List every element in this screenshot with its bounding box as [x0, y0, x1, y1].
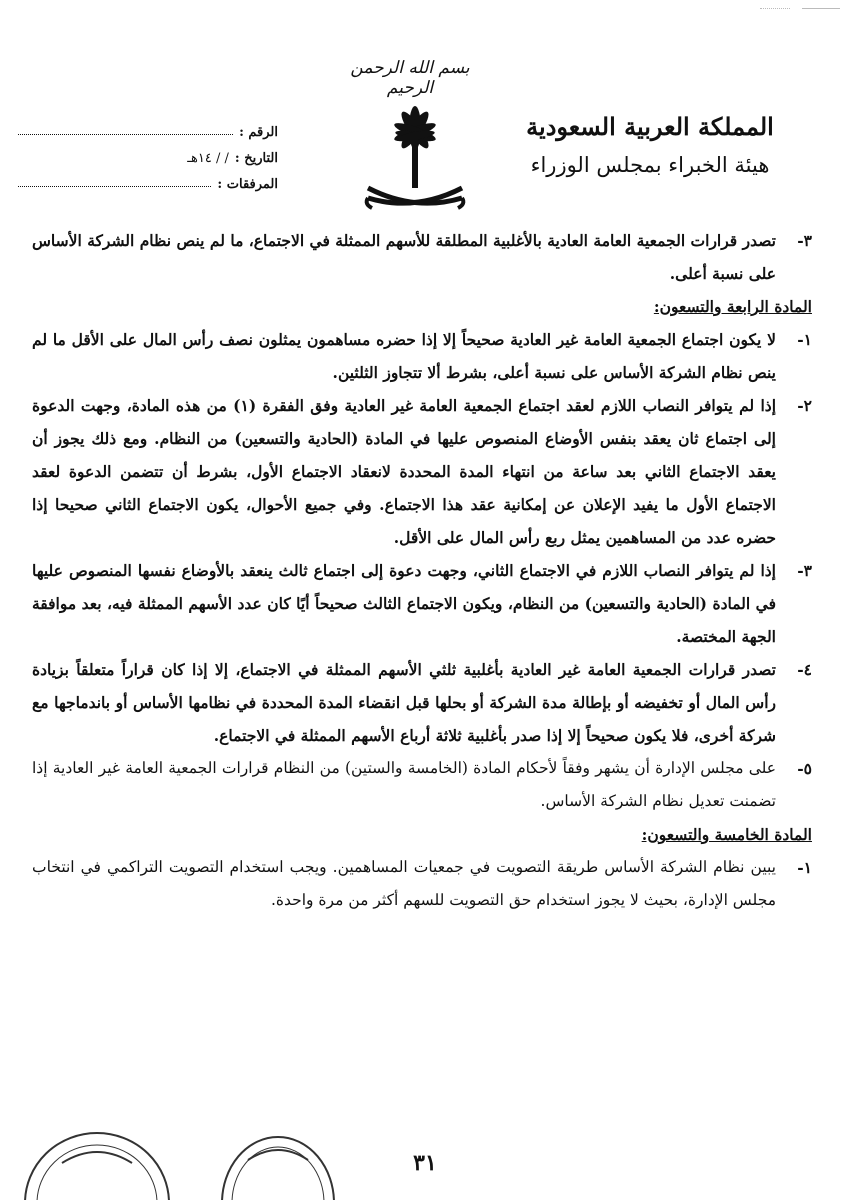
- page-number: ٣١: [413, 1150, 437, 1176]
- date-row: [18, 140, 278, 166]
- document-body: [32, 224, 812, 917]
- paragraph-item: [32, 389, 812, 554]
- paragraph-item: [32, 554, 812, 653]
- authority-name: هيئة الخبراء بمجلس الوزراء: [530, 153, 770, 177]
- article-heading: المادة الخامسة والتسعون:: [641, 825, 812, 844]
- official-seal-icon: [22, 1128, 172, 1200]
- attachments-row: [18, 166, 278, 192]
- paragraph-item: [32, 224, 812, 290]
- paragraph-item: [32, 323, 812, 389]
- paragraph-item: [32, 653, 812, 752]
- ref-line: [18, 133, 233, 135]
- item-text: إذا لم يتوافر النصاب اللازم لعقد اجتماع الجمعية العامة غير العادية وفق الفقرة (١) من هذه المادة، وجهت الدعوة إلى اجتماع ثان يعقد بنفس الأوضاع المنصوص عليها في المادة (الحادية والتسعين) من النظام. ومع ذلك يجوز أن يعقد الاجتماع الثاني بعد ساعة من انتهاء المدة المحددة لانعقاد الاجتماع الأول، بشرط أن تتضمن الدعوة لعقد الاجتماع الأول ما يفيد الإعلان عن إمكانية عقد هذا الاجتماع. وفي جميع الأحوال، يكون الاجتماع الثاني صحيحا إذا حضره عدد من المساهمين يمثل ربع رأس المال على الأقل.: [32, 396, 776, 547]
- ref-row: [18, 114, 278, 140]
- item-number: ٣-: [797, 231, 812, 250]
- paragraph-item: [32, 851, 812, 917]
- top-rule-dotted: [760, 8, 790, 9]
- letter-meta: [18, 114, 278, 192]
- item-text: لا يكون اجتماع الجمعية العامة غير العادية صحيحاً إلا إذا حضره مساهمون يمثلون نصف رأس المال على الأقل ما لم ينص نظام الشركة الأساس على نسبة أعلى، بشرط ألا تتجاوز الثلثين.: [32, 330, 776, 382]
- bismillah: بسم الله الرحمن الرحيم: [350, 58, 470, 98]
- palm-swords-emblem-icon: [360, 100, 470, 230]
- item-text: إذا لم يتوافر النصاب اللازم في الاجتماع الثاني، وجهت دعوة إلى اجتماع ثالث ينعقد بالأوضاع نفسها المنصوص عليها في المادة (الحادية والتسعين) من النظام، ويكون الاجتماع الثالث صحيحاً أيًا كان عدد الأسهم الممثلة فيه، بعد موافقة الجهة المختصة.: [32, 561, 776, 646]
- item-number: ٤-: [797, 660, 812, 679]
- kingdom-name: المملكة العربية السعودية: [526, 112, 774, 141]
- item-text: تصدر قرارات الجمعية العامة العادية بالأغلبية المطلقة للأسهم الممثلة في الاجتماع، ما لم ينص نظام الشركة الأساس على نسبة أعلى.: [32, 231, 776, 283]
- item-number: ٣-: [797, 561, 812, 580]
- attachments-label: المرفقات :: [217, 177, 278, 192]
- date-label: التاريخ :: [234, 151, 278, 166]
- ref-label: الرقم :: [239, 125, 278, 140]
- top-rule: [802, 8, 840, 9]
- item-text: على مجلس الإدارة أن يشهر وفقاً لأحكام المادة (الخامسة والستين) من النظام قرارات الجمعية العامة غير العادية إذا تضمنت تعديل نظام الشركة الأساس.: [32, 759, 776, 810]
- letterhead-title: [500, 108, 800, 184]
- paragraph-item: [32, 752, 812, 818]
- article-heading: المادة الرابعة والتسعون:: [653, 297, 812, 316]
- item-number: ١-: [797, 858, 812, 877]
- date-value: / / ١٤هـ: [187, 151, 229, 166]
- item-text: يبين نظام الشركة الأساس طريقة التصويت في جمعيات المساهمين. ويجب استخدام التصويت التراكمي في انتخاب مجلس الإدارة، بحيث لا يجوز استخدام حق التصويت للسهم أكثر من مرة واحدة.: [32, 858, 776, 909]
- item-number: ٥-: [797, 759, 812, 778]
- item-text: تصدر قرارات الجمعية العامة غير العادية بأغلبية ثلثي الأسهم الممثلة في الاجتماع، إلا إذا كان قراراً متعلقاً بزيادة رأس المال أو تخفيضه أو بإطالة مدة الشركة أو بحلها قبل انقضاء المدة المحددة في نظامها الأساس أو باندماجها مع شركة أخرى، فلا يكون صحيحاً إلا إذا صدر بأغلبية ثلاثة أرباع الأسهم الممثلة في الاجتماع.: [32, 660, 776, 745]
- item-number: ١-: [797, 330, 812, 349]
- official-seal-icon: [218, 1128, 338, 1200]
- item-number: ٢-: [797, 396, 812, 415]
- attachments-line: [18, 185, 211, 187]
